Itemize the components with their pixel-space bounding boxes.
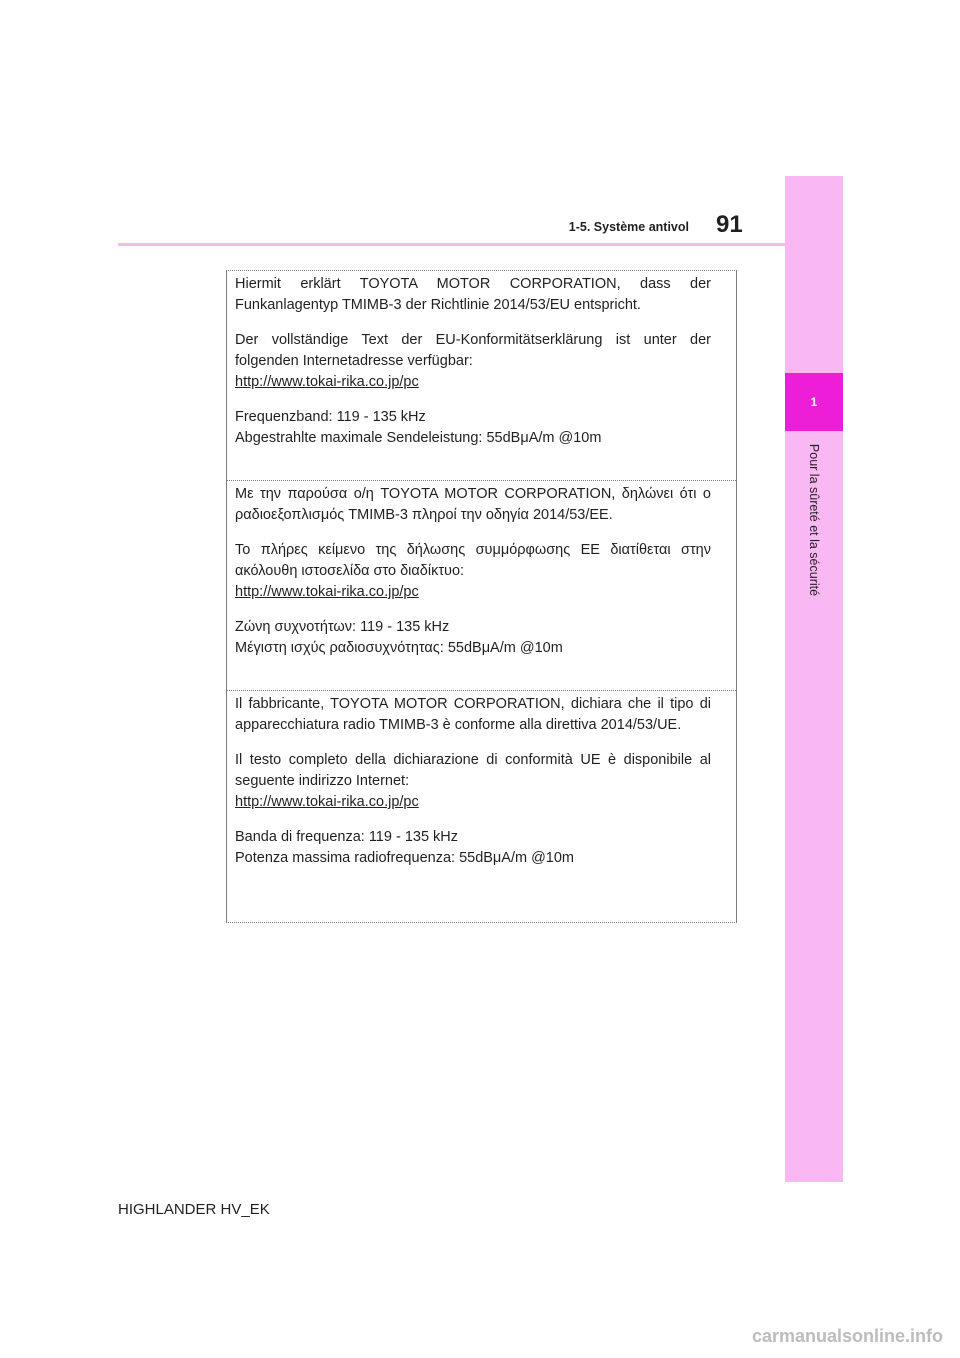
chapter-label-text: Pour la sûreté et la sécurité [807, 443, 821, 597]
frequency-text: Frequenzband: 119 - 135 kHz [235, 409, 426, 425]
chapter-number: 1 [810, 395, 818, 409]
conformity-url-link[interactable]: http://www.tokai-rika.co.jp/pc [235, 794, 419, 810]
full-text-paragraph [235, 750, 711, 813]
conformity-url-link[interactable]: http://www.tokai-rika.co.jp/pc [235, 374, 419, 390]
specs-paragraph [235, 617, 711, 659]
section-divider [227, 480, 736, 481]
page-number: 91 [716, 211, 743, 238]
notice-italian [227, 694, 736, 869]
watermark: carmanualsonline.info [752, 1326, 944, 1346]
specs-paragraph [235, 827, 711, 869]
side-tab [785, 176, 843, 1182]
declaration-text: Με την παρούσα ο/η TOYOTA MOTOR CORPORATION, δηλώνει ότι ο ραδιοεξοπλισμός TMIMB-3 πληροί την οδηγία 2014/53/ΕΕ. [235, 486, 711, 523]
full-text-paragraph [235, 330, 711, 393]
frequency-text: Banda di frequenza: 119 - 135 kHz [235, 829, 459, 845]
header-rule [118, 243, 785, 246]
full-text-paragraph [235, 540, 711, 603]
section-divider [227, 690, 736, 691]
full-text-intro: Der vollständige Text der EU-Konformitätserklärung ist unter der folgenden Internetadresse verfügbar: [235, 332, 711, 369]
specs-paragraph [235, 407, 711, 449]
power-text: Μέγιστη ισχύς ραδιοσυχνότητας: 55dBμA/m @10m [235, 640, 563, 656]
declaration-text: Hiermit erklärt TOYOTA MOTOR CORPORATION, dass der Funkanlagentyp TMIMB-3 der Richtlinie 2014/53/EU entspricht. [235, 276, 711, 313]
full-text-intro: Το πλήρες κείμενο της δήλωσης συμμόρφωσης ΕΕ διατίθεται στην ακόλουθη ιστοσελίδα στο διαδίκτυο: [235, 542, 711, 579]
full-text-intro: Il testo completo della dichiarazione di conformità UE è disponibile al seguente indirizzo Internet: [235, 752, 711, 789]
frequency-text: Ζώνη συχνοτήτων: 119 - 135 kHz [235, 619, 450, 635]
section-title: 1-5. Système antivol [568, 220, 689, 234]
power-text: Potenza massima radiofrequenza: 55dBμA/m @10m [235, 850, 575, 866]
notice-greek [227, 484, 736, 659]
compliance-notice-box [226, 270, 737, 923]
conformity-url-link[interactable]: http://www.tokai-rika.co.jp/pc [235, 584, 419, 600]
power-text: Abgestrahlte maximale Sendeleistung: 55dBμA/m @10m [235, 430, 602, 446]
footer-model-code: HIGHLANDER HV_EK [118, 1201, 270, 1218]
notice-german [227, 274, 736, 449]
declaration-text: Il fabbricante, TOYOTA MOTOR CORPORATION, dichiara che il tipo di apparecchiatura radio TMIMB-3 è conforme alla direttiva 2014/53/UE. [235, 696, 711, 733]
